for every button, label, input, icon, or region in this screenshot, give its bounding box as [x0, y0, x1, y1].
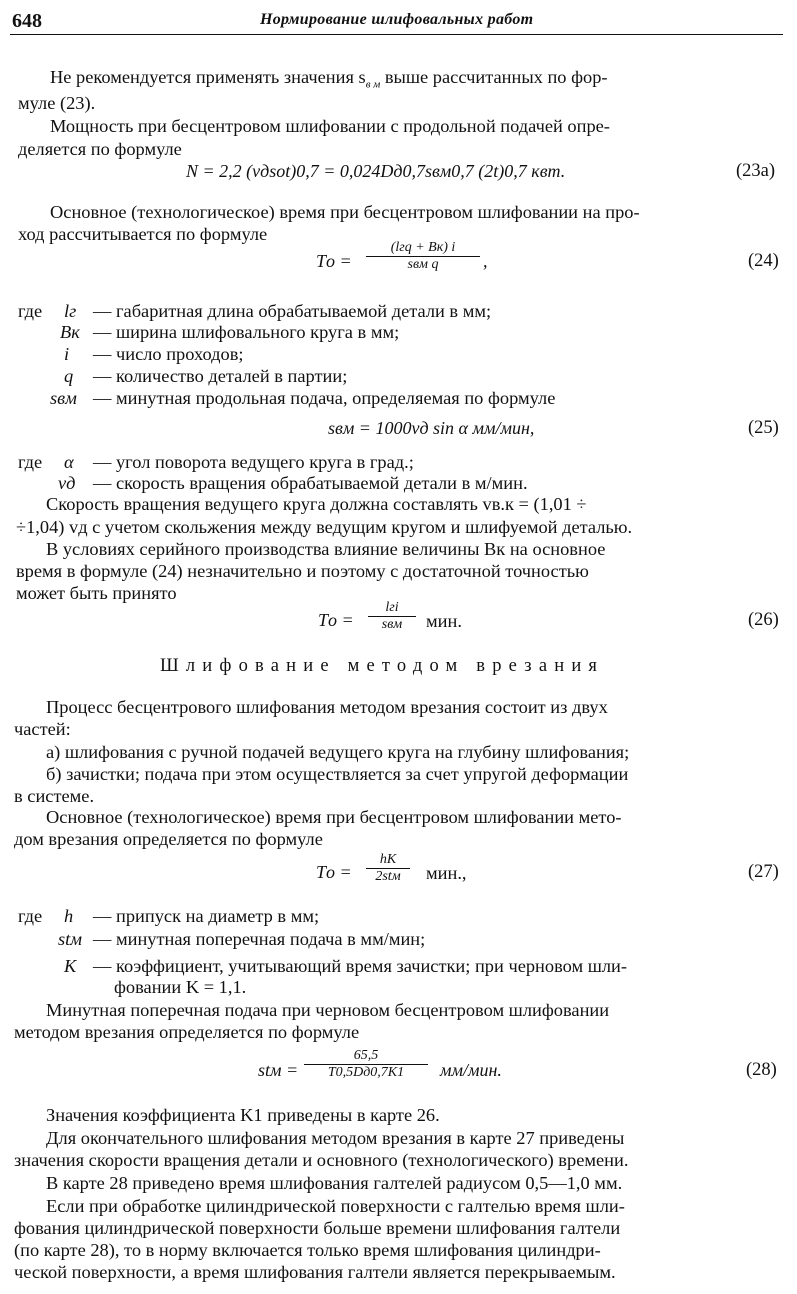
formula-27-denominator: 2stм [375, 869, 401, 884]
paragraph-5-line-2: время в формуле (24) незначительно и поэтому с достаточной точностью [16, 561, 589, 581]
formula-28-numerator: 65,5 [353, 1048, 379, 1063]
def-text-lg: — габаритная длина обрабатываемой детали в мм; [93, 301, 492, 321]
def-symbol-stm: stм [58, 929, 83, 949]
formula-28-unit: мм/мин. [440, 1060, 502, 1080]
equation-number-28: (28) [746, 1060, 777, 1080]
def-text-vd: — скорость вращения обрабатываемой детали в м/мин. [93, 473, 528, 493]
formula-26-denominator: sвм [381, 617, 403, 632]
paragraph-10-line-1: Для окончательного шлифования методом врезания в карте 27 приведены [46, 1128, 625, 1148]
def-symbol-i: i [64, 344, 70, 364]
paragraph-8-line-2: методом врезания определяется по формуле [14, 1022, 360, 1042]
formula-24-numerator: (lгq + Bк) i [390, 240, 456, 255]
formula-24-lhs: Tо = [316, 251, 352, 271]
equation-number-26: (26) [748, 610, 779, 630]
def-symbol-bk: Bк [60, 322, 80, 342]
paragraph-1-line-1: Не рекомендуется применять значения $s_{в м}$ выше рассчитанных по фор- [50, 67, 608, 91]
def-text-alpha: — угол поворота ведущего круга в град.; [93, 452, 414, 472]
def-text-k-line-1: — коэффициент, учитывающий время зачистки; при черновом шли- [93, 956, 628, 976]
equation-number-27: (27) [748, 862, 779, 882]
def-symbol-svm: sвм [50, 388, 77, 408]
def-symbol-vd: vд [58, 473, 76, 493]
paragraph-7-line-1: Основное (технологическое) время при бесцентровом шлифовании мето- [46, 807, 622, 827]
paragraph-6-line-2: частей: [14, 719, 71, 739]
equation-number-24: (24) [748, 251, 779, 271]
formula-27-unit: мин., [426, 863, 467, 883]
equation-number-25: (25) [748, 418, 779, 438]
formula-26-lhs: Tо = [318, 610, 354, 630]
def-symbol-h: h [64, 906, 74, 926]
def-text-h: — припуск на диаметр в мм; [93, 906, 320, 926]
def-text-k-line-2: фовании K = 1,1. [114, 977, 247, 997]
paragraph-5-line-3: может быть принято [16, 583, 177, 603]
formula-27-lhs: Tо = [316, 862, 352, 882]
paragraph-4-line-1: Скорость вращения ведущего круга должна составлять vв.к = (1,01 ÷ [46, 494, 587, 514]
paragraph-1-line-2: муле (23). [18, 93, 96, 113]
paragraph-8-line-1: Минутная поперечная подача при черновом бесцентровом шлифовании [46, 1000, 610, 1020]
formula-24-comma: , [483, 251, 488, 271]
formula-25: sвм = 1000vд sin α мм/мин, [328, 418, 535, 438]
paragraph-7-line-2: дом врезания определяется по формуле [14, 829, 323, 849]
paragraph-4-line-2: ÷1,04) vд с учетом скольжения между ведущим кругом и шлифуемой деталью. [16, 517, 633, 537]
formula-23a: N = 2,2 (vдsоt)0,7 = 0,024Dд0,7sвм0,7 (2t)0,7 квт. [186, 161, 566, 181]
page-number: 648 [12, 10, 42, 32]
def-symbol-k: K [64, 956, 77, 976]
paragraph-12-line-3: (по карте 28), то в норму включается только время шлифования цилиндри- [14, 1240, 601, 1260]
formula-28-denominator: T0,5Dд0,7K1 [327, 1065, 405, 1080]
where-label-2: где [18, 452, 43, 472]
formula-28-fraction [304, 1048, 428, 1081]
paragraph-6-item-a: а) шлифования с ручной подачей ведущего круга на глубину шлифования; [46, 742, 630, 762]
paragraph-6-item-b-line-2: в системе. [14, 786, 95, 806]
paragraph-6-item-b-line-1: б) зачистки; подача при этом осуществляется за счет упругой деформации [46, 764, 629, 784]
page-header [10, 8, 783, 35]
def-symbol-alpha: α [64, 452, 74, 472]
running-title: Нормирование шлифовальных работ [260, 11, 534, 28]
def-symbol-lg: lг [64, 301, 77, 321]
paragraph-9: Значения коэффициента K1 приведены в карте 26. [46, 1105, 440, 1125]
formula-24-fraction [366, 240, 480, 273]
section-heading: Шлифование методом врезания [160, 656, 605, 676]
def-text-i: — число проходов; [93, 344, 244, 364]
formula-26-unit: мин. [426, 611, 462, 631]
formula-26-numerator: lгi [385, 600, 399, 615]
where-label-3: где [18, 906, 43, 926]
def-text-bk: — ширина шлифовального круга в мм; [93, 322, 400, 342]
formula-27-numerator: hK [379, 852, 397, 867]
paragraph-12-line-1: Если при обработке цилиндрической поверхности с галтелью время шли- [46, 1196, 625, 1216]
paragraph-2-line-2: деляется по формуле [18, 139, 182, 159]
paragraph-5-line-1: В условиях серийного производства влияние величины Bк на основное [46, 539, 606, 559]
paragraph-10-line-2: значения скорости вращения детали и основного (технологического) времени. [14, 1150, 629, 1170]
paragraph-6-line-1: Процесс бесцентрового шлифования методом врезания состоит из двух [46, 697, 608, 717]
formula-28-lhs: stм = [258, 1060, 299, 1080]
def-text-stm: — минутная поперечная подача в мм/мин; [93, 929, 426, 949]
def-text-svm: — минутная продольная подача, определяемая по формуле [93, 388, 556, 408]
paragraph-2-line-1: Мощность при бесцентровом шлифовании с продольной подачей опре- [50, 116, 610, 136]
where-label-1: где [18, 301, 43, 321]
paragraph-3-line-2: ход рассчитывается по формуле [18, 224, 268, 244]
formula-26-fraction [368, 600, 416, 633]
formula-24-denominator: sвм q [407, 257, 439, 272]
equation-number-23a: (23а) [736, 161, 776, 181]
def-symbol-q: q [64, 366, 74, 386]
def-text-q: — количество деталей в партии; [93, 366, 348, 386]
formula-27-fraction [366, 852, 410, 885]
paragraph-11: В карте 28 приведено время шлифования галтелей радиусом 0,5—1,0 мм. [46, 1173, 623, 1193]
paragraph-3-line-1: Основное (технологическое) время при бесцентровом шлифовании на про- [50, 202, 640, 222]
paragraph-12-line-4: ческой поверхности, а время шлифования галтели является перекрываемым. [14, 1262, 616, 1282]
paragraph-12-line-2: фования цилиндрической поверхности больше времени шлифования галтели [14, 1218, 621, 1238]
